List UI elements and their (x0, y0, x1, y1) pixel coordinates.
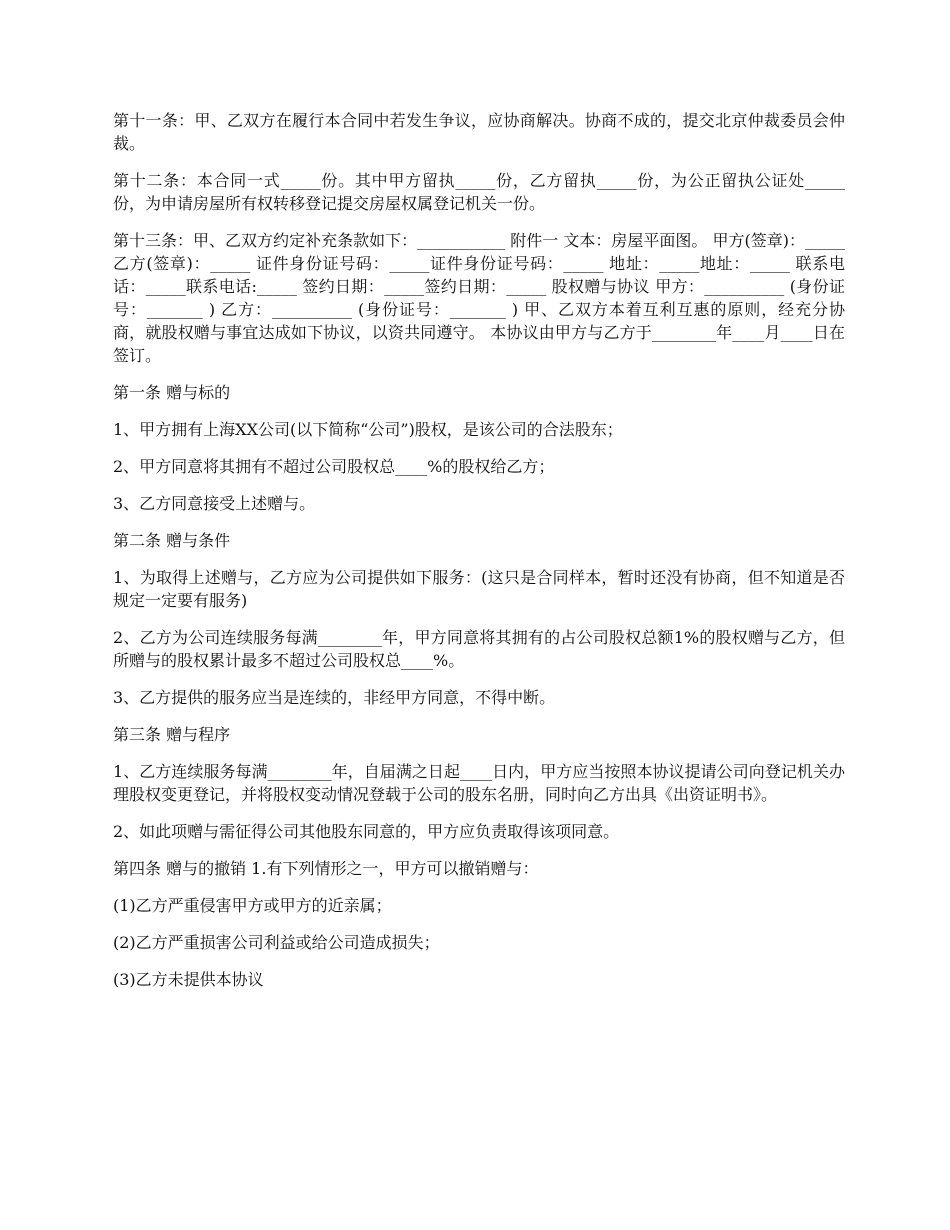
article-2-item-2: 2、乙方为公司连续服务每满________年，甲方同意将其拥有的占公司股权总额1%的股权赠与乙方，但所赠与的股权累计最多不超过公司股权总____%。 (113, 628, 845, 670)
clause-11-paragraph: 第十一条：甲、乙双方在履行本合同中若发生争议，应协商解决。协商不成的，提交北京仲裁委员会仲裁。 (113, 111, 845, 153)
clause-13-paragraph: 第十三条：甲、乙双方约定补充条款如下：___________ 附件一 文本：房屋平面图。 甲方(签章)：_____乙方(签章)：_____ 证件身份证号码：_____证件身份证号码：_____ 地址：_____地址：_____ 联系电话：_____联系电话:_____ 签约日期：_____签约日期：_____ 股权赠与协议 甲方：__________ (身份证号：_______ ) 乙方：__________ (身份证号：_______ ) 甲、乙双方本着互利互惠的原则，经充分协商，就股权赠与事宜达成如下协议，以资共同遵守。 本协议由甲方与乙方于________年____月____日在 签订。 (113, 231, 845, 365)
article-3-heading: 第三条 赠与程序 (113, 725, 231, 744)
article-2-heading: 第二条 赠与条件 (113, 531, 231, 550)
article-4-heading: 第四条 赠与的撤销 1.有下列情形之一，甲方可以撤销赠与： (113, 859, 539, 878)
article-2-item-1: 1、为取得上述赠与，乙方应为公司提供如下服务：(这只是合同样本，暂时还没有协商，但不知道是否规定一定要有服务) (113, 568, 845, 610)
article-2-item-3: 3、乙方提供的服务应当是连续的，非经甲方同意，不得中断。 (113, 688, 556, 707)
article-1-item-2: 2、甲方同意将其拥有不超过公司股权总____%的股权给乙方； (113, 457, 555, 476)
article-1-item-3: 3、乙方同意接受上述赠与。 (113, 494, 316, 513)
article-4-item-1: (1)乙方严重侵害甲方或甲方的近亲属； (113, 896, 392, 915)
article-4-item-2: (2)乙方严重损害公司利益或给公司造成损失； (113, 933, 440, 952)
clause-12-paragraph: 第十二条：本合同一式_____份。其中甲方留执_____份，乙方留执_____份，为公正留执公证处_____份，为申请房屋所有权转移登记提交房屋权属登记机关一份。 (113, 171, 845, 213)
article-1-heading: 第一条 赠与标的 (113, 383, 231, 402)
article-3-item-2: 2、如此项赠与需征得公司其他股东同意的，甲方应负责取得该项同意。 (113, 822, 620, 841)
article-3-item-1: 1、乙方连续服务每满________年，自届满之日起____日内，甲方应当按照本协议提请公司向登记机关办理股权变更登记，并将股权变动情况登载于公司的股东名册，同时向乙方出具《出资证明书》。 (113, 762, 845, 804)
document-body (113, 109, 845, 1005)
article-1-item-1: 1、甲方拥有上海XX公司(以下简称“公司”)股权，是该公司的合法股东； (113, 420, 623, 439)
article-4-item-3: (3)乙方未提供本协议 (113, 970, 264, 989)
